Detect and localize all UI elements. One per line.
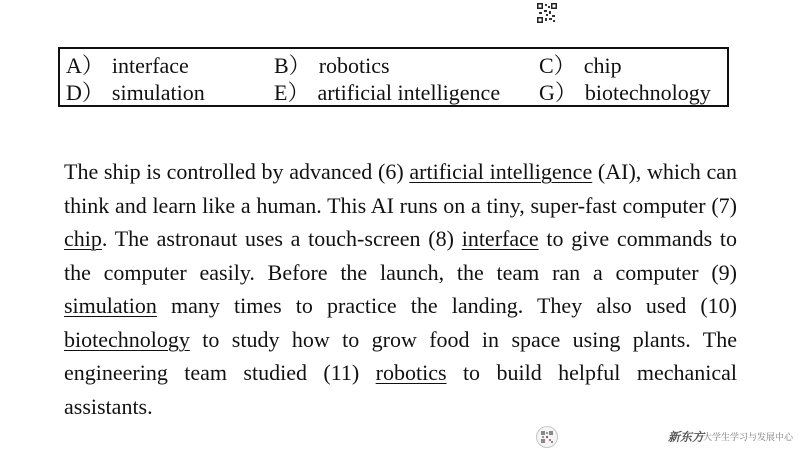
passage-text-segment: The ship is controlled by advanced (6) — [64, 159, 410, 184]
option-word: simulation — [111, 80, 205, 105]
brand-logo: 新东方 — [668, 430, 705, 444]
option-e — [274, 80, 500, 106]
option-c — [539, 53, 622, 79]
passage-text-segment: (AI), which can think and learn like a human. This AI runs on a tiny, super-fast computer (7) — [64, 159, 737, 218]
brand-subtitle: 大学生学习与发展中心 — [703, 433, 794, 443]
answer-blank-8: interface — [461, 226, 539, 251]
answer-blank-9: simulation — [64, 293, 157, 318]
option-word: robotics — [318, 53, 390, 78]
option-g — [539, 80, 711, 106]
answer-blank-11: robotics — [375, 360, 447, 385]
option-word: artificial intelligence — [317, 80, 501, 105]
passage-text — [64, 155, 737, 423]
option-b — [274, 53, 390, 79]
option-d — [66, 80, 205, 106]
option-letter: C） — [539, 53, 576, 78]
option-letter: D） — [66, 80, 104, 105]
option-letter: B） — [274, 53, 311, 78]
qr-code-icon — [537, 3, 557, 23]
passage-text-segment: to give commands to the computer easily. Before the launch, the team ran a computer (9) — [64, 226, 738, 285]
answer-blank-7: chip — [64, 226, 102, 251]
word-bank-box — [58, 47, 729, 107]
passage-text-segment: . The astronaut uses a touch-screen (8) — [101, 226, 462, 251]
passage-text-segment: many times to practice the landing. They also used (10) — [156, 293, 737, 318]
answer-blank-10: biotechnology — [64, 326, 190, 352]
option-letter: A） — [66, 53, 104, 78]
option-letter: G） — [539, 80, 577, 105]
option-word: interface — [111, 53, 189, 78]
option-letter: E） — [274, 80, 310, 105]
passage-text-segment: to study how to grow food in space using plants. The engineering team studied (11) — [64, 326, 737, 385]
answer-blank-6: artificial intelligence — [409, 159, 593, 184]
passage-text-segment: to build helpful mechanical assistants. — [64, 360, 737, 419]
qr-code-icon — [536, 426, 558, 448]
option-a — [66, 53, 189, 79]
option-word: biotechnology — [584, 80, 711, 105]
option-word: chip — [583, 53, 622, 78]
